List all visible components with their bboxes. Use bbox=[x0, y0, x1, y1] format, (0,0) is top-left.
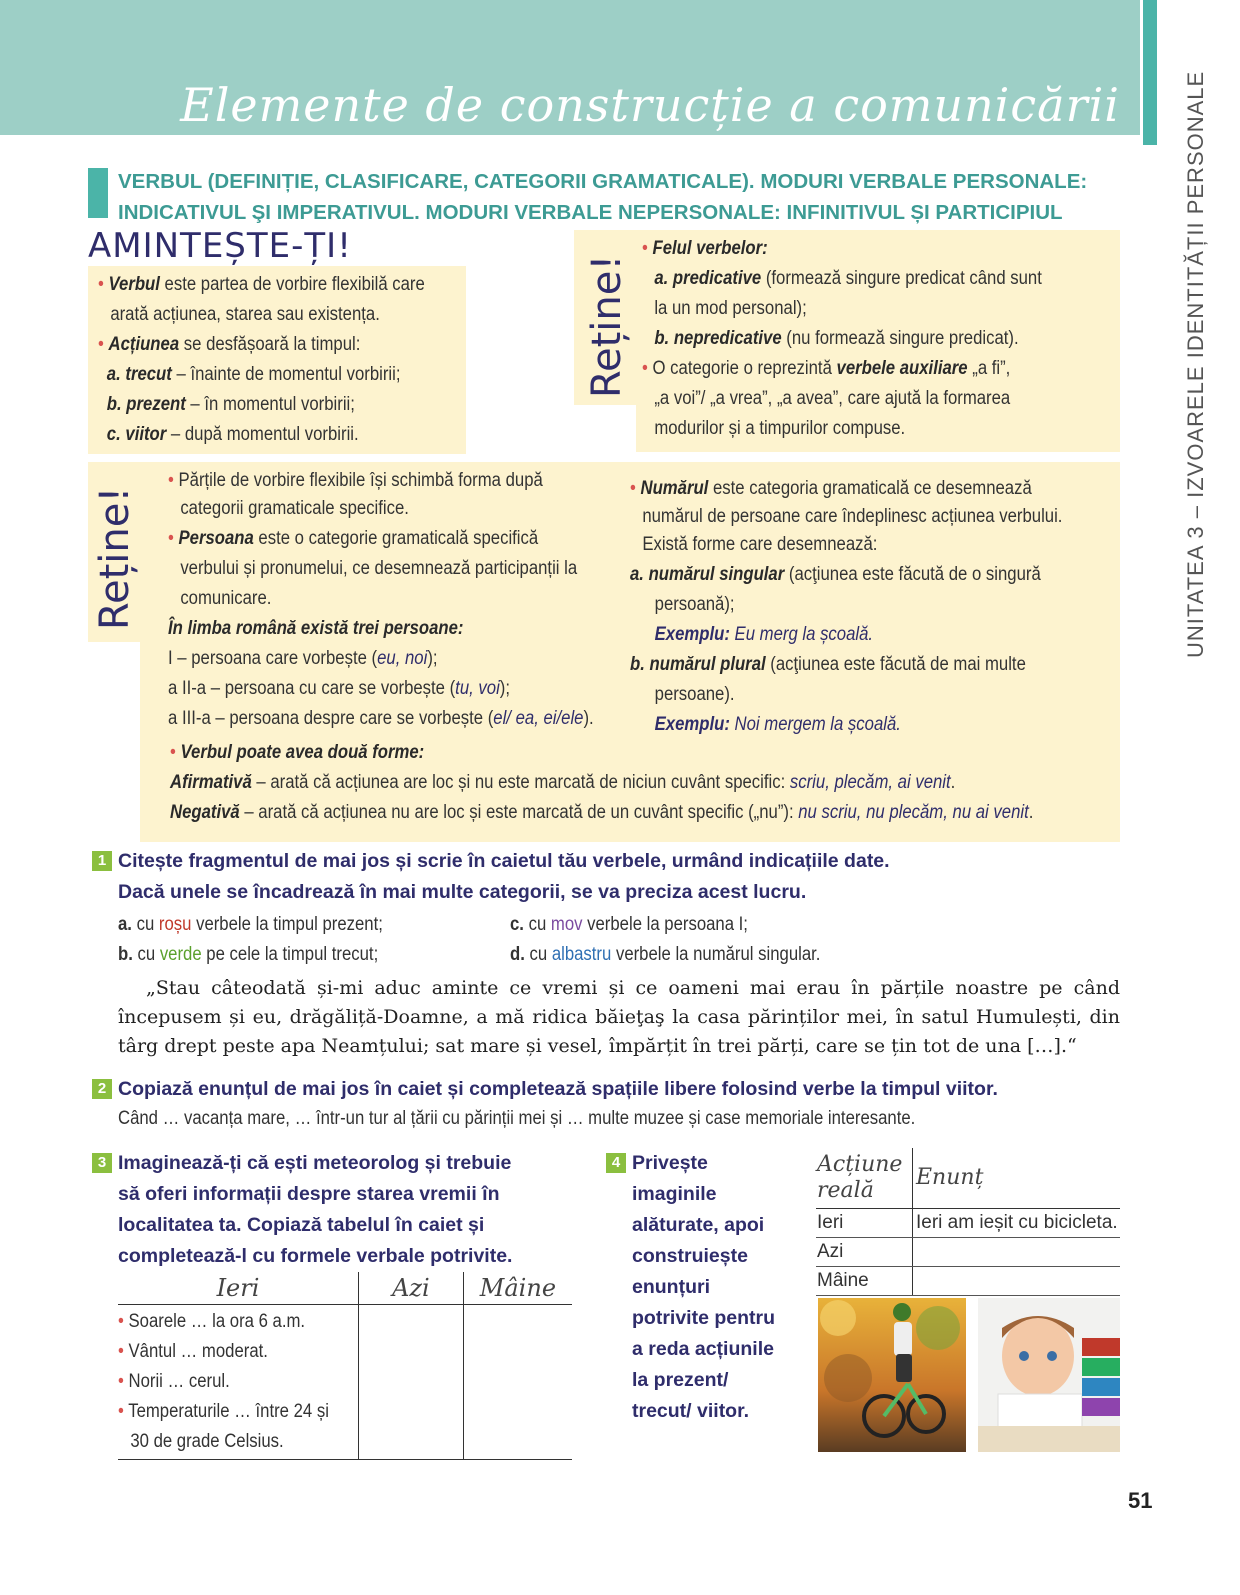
aminteste-box: • Verbul este partea de vorbire flexibilă care arată acțiunea, starea sau existența. • Acțiunea se desfășoară la timpul: a. trecut – înainte de momentul vorbirii; b. prezent – în momentul vorbirii; c. viitor – după momentul vorbirii. bbox=[88, 266, 466, 454]
page-title: Elemente de construcție a comunicării bbox=[180, 78, 1120, 132]
cyclist-photo bbox=[818, 1298, 966, 1452]
retine-label-2: Reține! bbox=[92, 486, 138, 630]
exercise-3-instructions: 3 Imaginează-ți că ești meteorolog și trebuie să oferi informații despre starea vremii în localitatea ta. Copiază tabelul în caiet și completează-l cu formele verbale potrivite. bbox=[92, 1148, 512, 1272]
exercise-2-instructions: 2 Copiază enunțul de mai jos în caiet și completează spațiile libere folosind verbe la timpul viitor. bbox=[92, 1074, 998, 1105]
exercise-1-number: 1 bbox=[92, 851, 112, 871]
action-row-azi: Azi bbox=[816, 1238, 913, 1267]
weather-maine-cell bbox=[463, 1305, 572, 1460]
unit-side-label: UNITATEA 3 – IZVOARELE IDENTITĂȚII PERSONALE bbox=[1183, 70, 1208, 658]
exercise-1-instructions: 1 Citește fragmentul de mai jos și scrie în caietul tău verbele, urmând indicațiile date. Dacă unele se încadrează în mai multe categorii, se va preciza acest lucru. bbox=[92, 846, 890, 908]
action-row-maine: Mâine bbox=[816, 1267, 913, 1296]
action-row-ieri: Ieri bbox=[816, 1209, 913, 1238]
exercise-1-quote: „Stau câteodată și-mi aduc aminte ce vremi și ce oameni mai erau în părțile noastre pe când începusem și eu, drăgăliță-Doamne, a mă ridica băieţaş la casa părinților mei, în satul Humulești, din târg drept peste apa Neamțului; sat mare și vesel, împărțit în trei părți, care se țin tot de una […].“ bbox=[118, 977, 1120, 1057]
retine2-right-text: • Numărul este categoria gramaticală ce desemnează numărul de persoane care îndeplinesc acțiunea verbului. Există forme care desemnează: a. numărul singular (acţiunea este făcută de o singură persoană); Exemplu: Eu merg la școală. b. numărul plural (acţiunea este făcută de mai multe persoane). Exemplu: Noi mergem la școală. bbox=[630, 478, 1063, 735]
exercise-1-options-left: a. cu roșu verbele la timpul prezent; b. cu verde pe cele la timpul trecut; bbox=[118, 914, 383, 965]
action-table bbox=[816, 1148, 1120, 1296]
weather-col-azi: Azi bbox=[359, 1272, 464, 1305]
exercise-1-options-right: c. cu mov verbele la persoana I; d. cu albastru verbele la numărul singular. bbox=[510, 914, 821, 965]
page-number: 51 bbox=[1128, 1488, 1153, 1513]
exercise-4-number: 4 bbox=[606, 1153, 626, 1173]
boy-books-illustration bbox=[978, 1298, 1120, 1452]
exercise-2-number: 2 bbox=[92, 1079, 112, 1099]
statement-row-ieri: Ieri am ieșit cu bicicleta. bbox=[913, 1209, 1121, 1238]
exercise-2-sentence: Când … vacanța mare, … într-un tur al țării cu părinții mei și … multe muzee și case memoriale interesante. bbox=[118, 1108, 916, 1129]
statement-row-maine bbox=[913, 1267, 1121, 1296]
exercise-4-instructions: 4 Privește imaginile alăturate, apoi construiește enunțuri potrivite pentru a reda acțiunile la prezent/ trecut/ viitor. bbox=[606, 1148, 775, 1427]
retine-box-1: • Felul verbelor: a. predicative (formează singure predicat când sunt la un mod personal); b. nepredicative (nu formează singure predicat). • O categorie o reprezintă verbele auxiliare „a fi”, „a voi”/ „a vrea”, „a avea”, care ajută la formarea modurilor și a timpurilor compuse. bbox=[636, 230, 1120, 452]
heading-marker bbox=[88, 168, 108, 218]
cyclist-illustration bbox=[818, 1298, 966, 1452]
weather-col-ieri: Ieri bbox=[118, 1272, 359, 1305]
exercise-3-number: 3 bbox=[92, 1153, 112, 1173]
weather-rows: • Soarele … la ora 6 a.m. • Vântul … moderat. • Norii … cerul. • Temperaturile … între 24 și 30 de grade Celsius. bbox=[118, 1305, 359, 1460]
statement-row-azi bbox=[913, 1238, 1121, 1267]
statement-col-header: Enunț bbox=[913, 1148, 1121, 1209]
weather-azi-cell bbox=[359, 1305, 464, 1460]
retine-label-1: Reține! bbox=[584, 254, 630, 398]
aminteste-title: AMINTEȘTE-ȚI! bbox=[88, 226, 352, 266]
verb-forms-text: • Verbul poate avea două forme: Afirmativă – arată că acțiunea are loc și nu este marcată de niciun cuvânt specific: scriu, plecăm, ai venit. Negativă – arată că acțiunea nu are loc și este marcată de un cuvânt specific („nu”): nu scriu, nu plecăm, nu ai venit. bbox=[170, 742, 1034, 823]
section-heading: VERBUL (DEFINIȚIE, CLASIFICARE, CATEGORII GRAMATICALE). MODURI VERBALE PERSONALE: INDICATIVUL ŞI IMPERATIVUL. MODURI VERBALE NEPERSONALE: INFINITIVUL ȘI PARTICIPIUL bbox=[118, 170, 1088, 224]
weather-col-maine: Mâine bbox=[463, 1272, 572, 1305]
weather-table bbox=[118, 1272, 572, 1460]
boy-with-books-photo bbox=[978, 1298, 1120, 1452]
action-col-header: Acțiune reală bbox=[816, 1148, 913, 1209]
side-accent-strip bbox=[1143, 0, 1157, 145]
retine2-left-text: • Părțile de vorbire flexibile își schimbă forma după categorii gramaticale specifice. • Persoana este o categorie gramaticală specifică verbului și pronumelui, ce desemnează participanții la comunicare. În limba română există trei persoane: I – persoana care vorbește (eu, noi); a II-a – persoana cu care se vorbește (tu, voi); a III-a – persoana despre care se vorbește (el/ ea, ei/ele). bbox=[168, 470, 594, 729]
